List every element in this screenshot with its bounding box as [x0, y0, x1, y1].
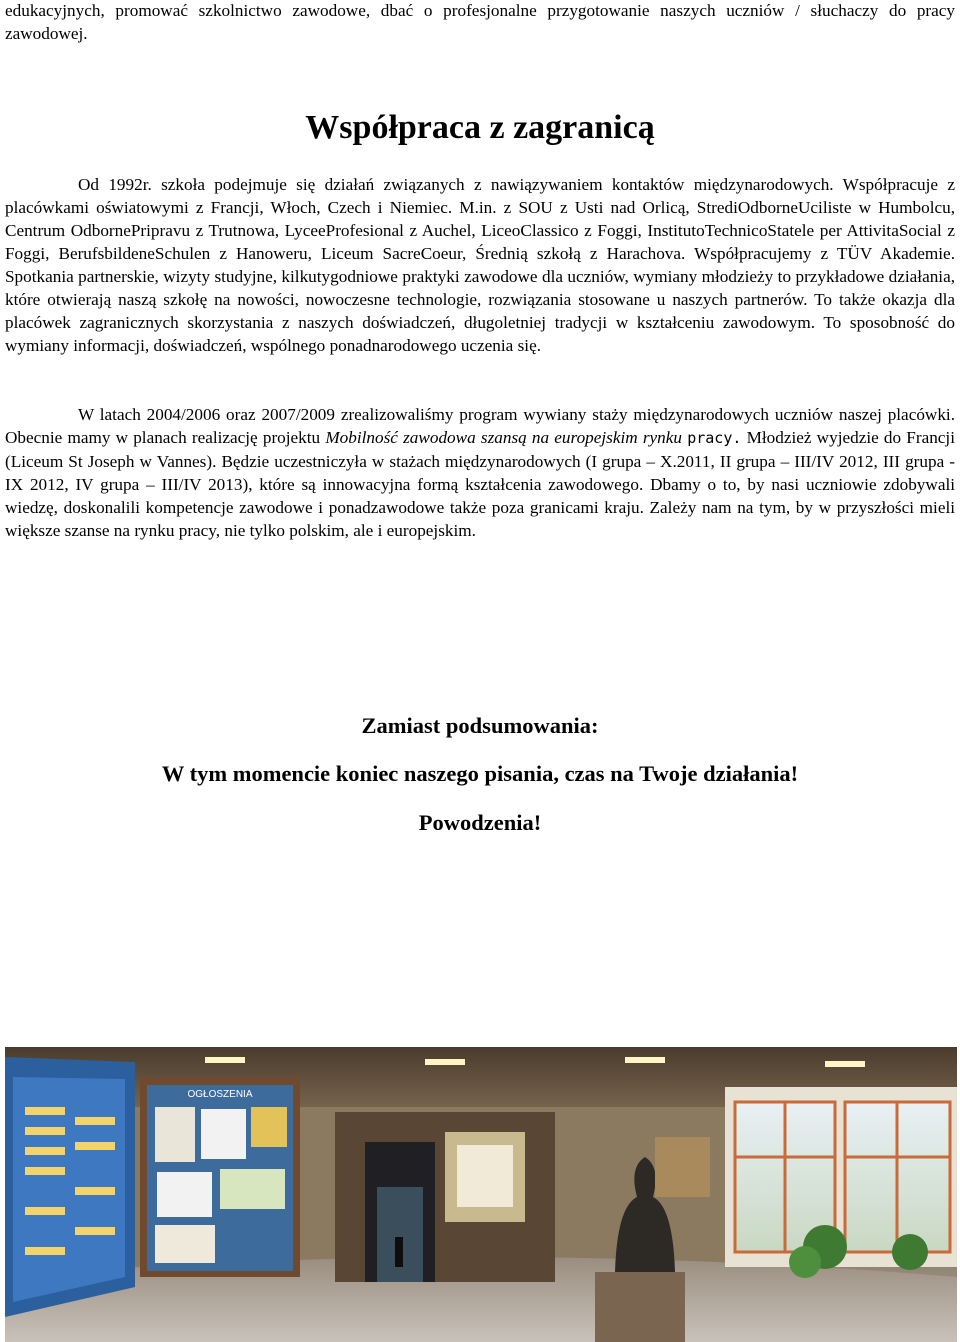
internship-text-end: Młodzież wyjedzie do Francji (Liceum St Joseph w Vannes). Będzie uczestniczyła w stażach międzynarodowych (I grupa – X.2011, II grupa – III/IV 2012, III grupa - IX 2012, IV grupa – III/IV 2013), które są innowacyjna formą kształcenia zawodowego. Dbamy o to, by nasi uczniowie zdobywali wiedzę, doskonalili kompetencje zawodowe i ponadzawodowe także poza granicami kraju. Zależy nam na tym, by w przyszłości mieli większe szanse na rynku pracy, nie tylko polskim, ale i europejskim. [5, 428, 955, 540]
school-hallway-photo [5, 1047, 957, 1342]
summary-closing: Powodzenia! [418, 810, 542, 835]
summary-title: Zamiast podsumowania: [361, 713, 599, 738]
cooperation-text: Od 1992r. szkoła podejmuje się działań związanych z nawiązywaniem kontaktów międzynarodowych. Współpracuje z placówkami oświatowymi z Francji, Włoch, Czech i Niemiec. M.in. z SOU z Usti nad Orlicą, StrediOdborneUciliste w Humbolcu, Centrum OdbornePripravu z Trutnowa, LyceeProfesional z Auchel, LiceoClassico z Foggi, InstitutoTechnicoStatele per AttivitaSocial z Foggi, BerufsbildeneSchulen z Hanoweru, Liceum SacreCoeur, Średnią szkołą z Harachova. Współpracujemy z TÜV Akademie. Spotkania partnerskie, wizyty studyjne, kilkutygodniowe praktyki zawodowe dla uczniów, wymiany młodzieży to przykładowe działania, które otwierają naszą szkołę na nowości, nowoczesne technologie, rozwiązania stosowane u naszych partnerów. To także okazja dla placówek zagranicznych skorzystania z naszych doświadczeń, długoletniej tradycji w kształceniu zawodowym. To sposobność do wymiany informacji, doświadczeń, wspólnego ponadnarodowego uczenia się. [5, 175, 955, 355]
project-title: Mobilność zawodowa szansą na europejskim rynku [325, 428, 682, 447]
cooperation-paragraph [5, 173, 955, 357]
intro-paragraph: edukacyjnych, promować szkolnictwo zawodowe, dbać o profesjonalne przygotowanie naszych uczniów / słuchaczy do pracy zawodowej. [5, 1, 955, 43]
internship-text-start: W latach 2004/2006 oraz 2007/2009 zrealizowaliśmy program wywiany staży międzynarodowych uczniów naszej placówki. Obecnie mamy w planach realizację projektu [5, 405, 955, 447]
school-hallway-panorama-icon [5, 1047, 957, 1342]
project-title-end: pracy. [687, 429, 742, 447]
summary-line: W tym momencie koniec naszego pisania, czas na Twoje działania! [161, 761, 799, 786]
internship-paragraph [5, 403, 955, 542]
board-title: OGŁOSZENIA [187, 1089, 253, 1100]
section-heading: Współpraca z zagranicą [305, 109, 655, 146]
